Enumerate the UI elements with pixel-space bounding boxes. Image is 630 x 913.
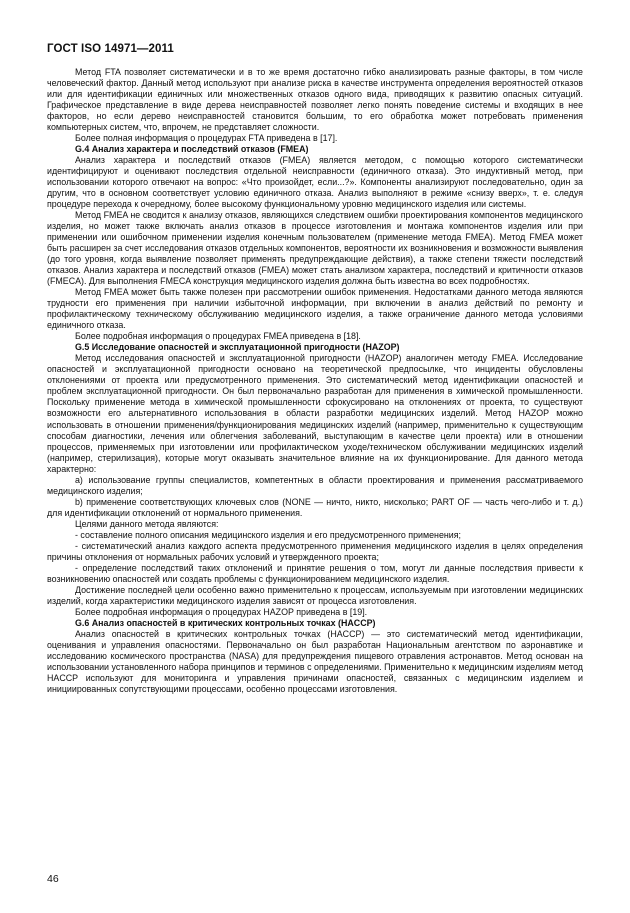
paragraph: Более подробная информация о процедурах HAZOP приведена в [19]. [75, 606, 368, 617]
paragraph: Более полная информация о процедурах FTA приведена в [17]. [75, 133, 338, 144]
paragraph: - определение последствий таких отклонений и принятие решения о том, могут ли данные последствия привести к возникновению опасностей или создать проблемы с функционированием медицинского изделия. [47, 562, 583, 584]
document-header: ГОСТ ISO 14971—2011 [47, 43, 174, 55]
page-number: 46 [47, 873, 59, 885]
paragraph: Более подробная информация о процедурах FMEA приведена в [18]. [75, 331, 361, 342]
paragraph: Метод FMEA может быть также полезен при рассмотрении ошибок применения. Недостатками данного метода являются трудности его применения при наличии избыточной информации, при включении в анализ действий по ремонту и профилактическому техническому обслуживанию медицинского изделия, а также ограничение данного метода условиями единичного отказа. [47, 287, 583, 331]
document-body [47, 67, 583, 695]
paragraph: - составление полного описания медицинского изделия и его предусмотренного применения; [75, 529, 462, 540]
paragraph: Метод исследования опасностей и эксплуатационной пригодности (HAZOP) аналогичен методу FMEA. Исследование опасностей и эксплуатационной пригодности основано на теоретической предпосылке, что инциденты обусловлены отклонениями от проекта или предусмотренного применения. Это систематический метод идентификации опасностей и проблем эксплуатационной пригодности. Он был первоначально разработан для применения в химической промышленности. Поскольку применение метода в химической промышленности сфокусировано на отклонениях от проекта, то существуют возможности его альтернативного использования в области разработки медицинских изделий. Метод HAZOP можно использовать в отношении применения/функционирования медицинских изделий (например, применительно к существующим способам диагностики, лечения или облегчения заболеваний, выступающим в качестве цели проекта) или в отношении процессов, применяемых при изготовлении или профилактическом уходе/техническом обслуживании медицинских изделий (например, стерилизация), которые могут оказывать значительное влияние на их функционирование. Для данного метода характерно: [47, 353, 583, 474]
section-heading: G.5 Исследование опасностей и эксплуатационной пригодности (HAZOP) [75, 342, 400, 353]
paragraph: Метод FTA позволяет систематически и в то же время достаточно гибко анализировать разные факторы, в том числе человеческий фактор. Данный метод используют при анализе риска в качестве инструмента определения вероятностей отказов или для идентификации единичных или множественных отказов одного вида, приводящих к развитию опасных ситуаций. Графическое представление в виде дерева неисправностей позволяет легко понять поведение системы и входящих в нее факторов, но если дерево неисправностей становится большим, то его обработка может потребовать применения компьютерных систем, что, впрочем, не представляет сложности. [47, 67, 583, 133]
paragraph: b) применение соответствующих ключевых слов (NONE — ничто, никто, нисколько; PART OF — часть чего-либо и т. д.) для идентификации отклонений от нормального применения. [47, 496, 583, 518]
paragraph: - систематический анализ каждого аспекта предусмотренного применения медицинского изделия в целях определения причины отклонения от нормальных рабочих условий и утвержденного проекта; [47, 540, 583, 562]
section-heading: G.4 Анализ характера и последствий отказов (FMEA) [75, 144, 309, 155]
paragraph: Анализ характера и последствий отказов (FMEA) является методом, с помощью которого систематически идентифицируют и оценивают последствия отдельной неисправности (единичного отказа). Это индуктивный метод, при использовании которого отвечают на вопрос: «Что произойдет, если...?». Компоненты анализируют последовательно, один за другим, что в основном соответствует условию единичного отказа. Анализ выполняют в режиме «снизу вверх», т. е. следуя процедуре перехода к очередному, более высокому функциональному уровню медицинского изделия или системы. [47, 155, 583, 210]
section-heading: G.6 Анализ опасностей в критических контрольных точках (HACCP) [75, 617, 376, 628]
paragraph: Достижение последней цели особенно важно применительно к процессам, используемым при изготовлении медицинских изделий, когда характеристики медицинского изделия зависят от процесса изготовления. [47, 584, 583, 606]
paragraph: Анализ опасностей в критических контрольных точках (HACCP) — это систематический метод идентификации, оценивания и управления опасностями. Первоначально он был разработан Национальным агентством по аэронавтике и исследованию космического пространства (NASA) для предупреждения пищевого отравления астронавтов. Метод основан на использовании установленного набора принципов и терминов с определениями. Применительно к медицинским изделиям метод HACCP используют для мониторинга и управления причинами опасностей, связанных с медицинским изделием и инициированных сопутствующими процессами, особенно процессами изготовления. [47, 628, 583, 694]
paragraph: а) использование группы специалистов, компетентных в области проектирования и применения рассматриваемого медицинского изделия; [47, 474, 583, 496]
paragraph: Целями данного метода являются: [75, 518, 219, 529]
paragraph: Метод FMEA не сводится к анализу отказов, являющихся следствием ошибки проектирования компонентов медицинского изделия, но может также включать анализ отказов в процессе изготовления и монтажа компонентов изделия или при применении или ошибочном применении изделия конечным пользователем (применение метода FMEA). Метод FMEA может быть расширен за счет исследования отказов отдельных компонентов, вероятности их возникновения и возможности выявления (до того уровня, когда выявление позволяет применять предупреждающие действия), а также степени тяжести последствий отказов. Анализ характера и последствий отказов (FMEA) может стать анализом характера, последствий и критичности отказов (FMECA). Для выполнения FMECA конструкция медицинского изделия должна быть известна во всех подробностях. [47, 210, 583, 287]
